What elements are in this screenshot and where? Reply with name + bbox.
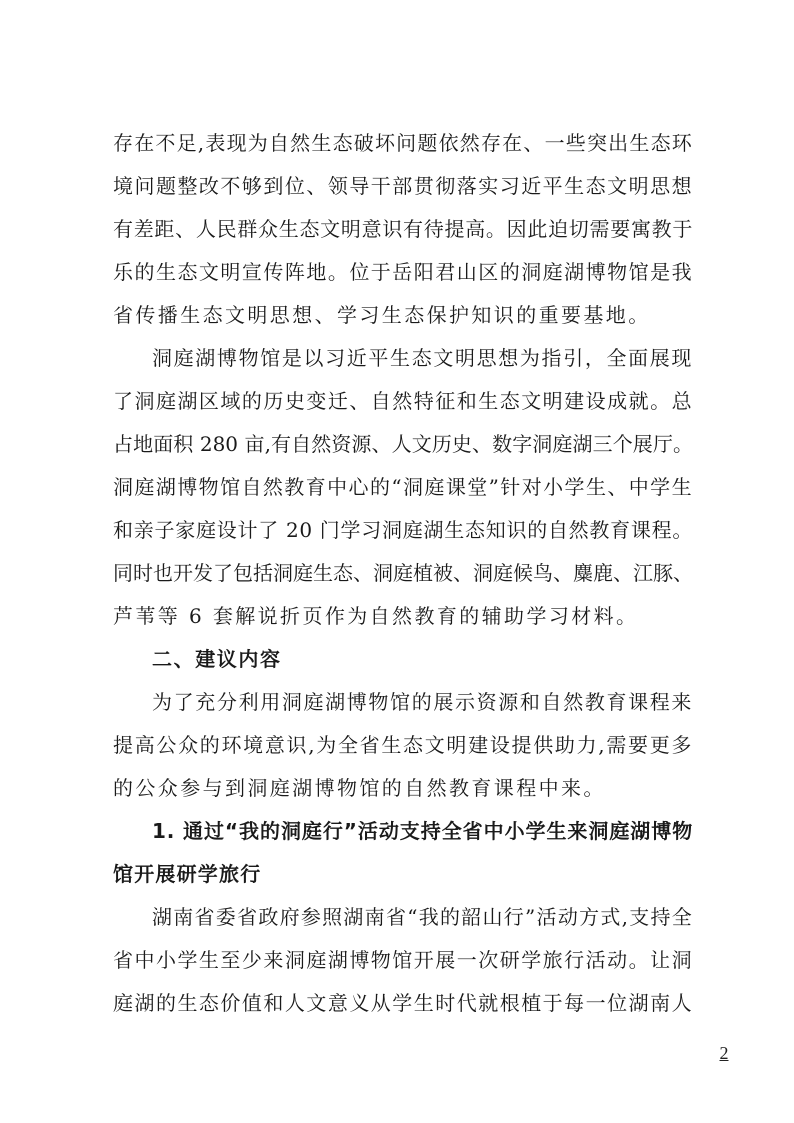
paragraph-line: 乐的生态文明宣传阵地。位于岳阳君山区的洞庭湖博物馆是我: [113, 260, 693, 284]
paragraph-line: 湖南省委省政府参照湖南省“我的韶山行”活动方式,支持全: [152, 905, 693, 929]
paragraph-line: 洞庭湖博物馆是以习近平生态文明思想为指引，全面展现: [152, 346, 693, 370]
paragraph-line: 洞庭湖博物馆自然教育中心的“洞庭课堂”针对小学生、中学生: [113, 475, 693, 499]
subsection-heading: 1. 通过“我的洞庭行”活动支持全省中小学生来洞庭湖博物: [152, 819, 693, 843]
page-number: 2: [719, 1043, 729, 1063]
section-heading: 二、建议内容: [152, 647, 282, 671]
paragraph-line: 有差距、人民群众生态文明意识有待提高。因此迫切需要寓教于: [113, 217, 693, 241]
paragraph-line: 占地面积 280 亩,有自然资源、人文历史、数字洞庭湖三个展厅。: [113, 432, 693, 456]
subsection-heading-continued: 馆开展研学旅行: [113, 862, 262, 886]
paragraph-line: 同时也开发了包括洞庭生态、洞庭植被、洞庭候鸟、麋鹿、江豚、: [113, 561, 693, 585]
paragraph-line: 的公众参与到洞庭湖博物馆的自然教育课程中来。: [113, 776, 606, 800]
paragraph-line: 了洞庭湖区域的历史变迁、自然特征和生态文明建设成就。总: [113, 389, 693, 413]
paragraph-line: 境问题整改不够到位、领导干部贯彻落实习近平生态文明思想: [113, 174, 693, 198]
paragraph-line: 芦苇等 6 套解说折页作为自然教育的辅助学习材料。: [113, 604, 639, 628]
paragraph-line: 提高公众的环境意识,为全省生态文明建设提供助力,需要更多: [113, 733, 693, 757]
paragraph-line: 为了充分利用洞庭湖博物馆的展示资源和自然教育课程来: [152, 690, 693, 714]
paragraph-line: 庭湖的生态价值和人文意义从学生时代就根植于每一位湖南人: [113, 991, 693, 1015]
paragraph-line: 省中小学生至少来洞庭湖博物馆开展一次研学旅行活动。让洞: [113, 948, 693, 972]
paragraph-line: 和亲子家庭设计了 20 门学习洞庭湖生态知识的自然教育课程。: [113, 518, 693, 542]
paragraph-line: 存在不足,表现为自然生态破坏问题依然存在、一些突出生态环: [113, 131, 693, 155]
paragraph-line: 省传播生态文明思想、学习生态保护知识的重要基地。: [113, 303, 651, 327]
